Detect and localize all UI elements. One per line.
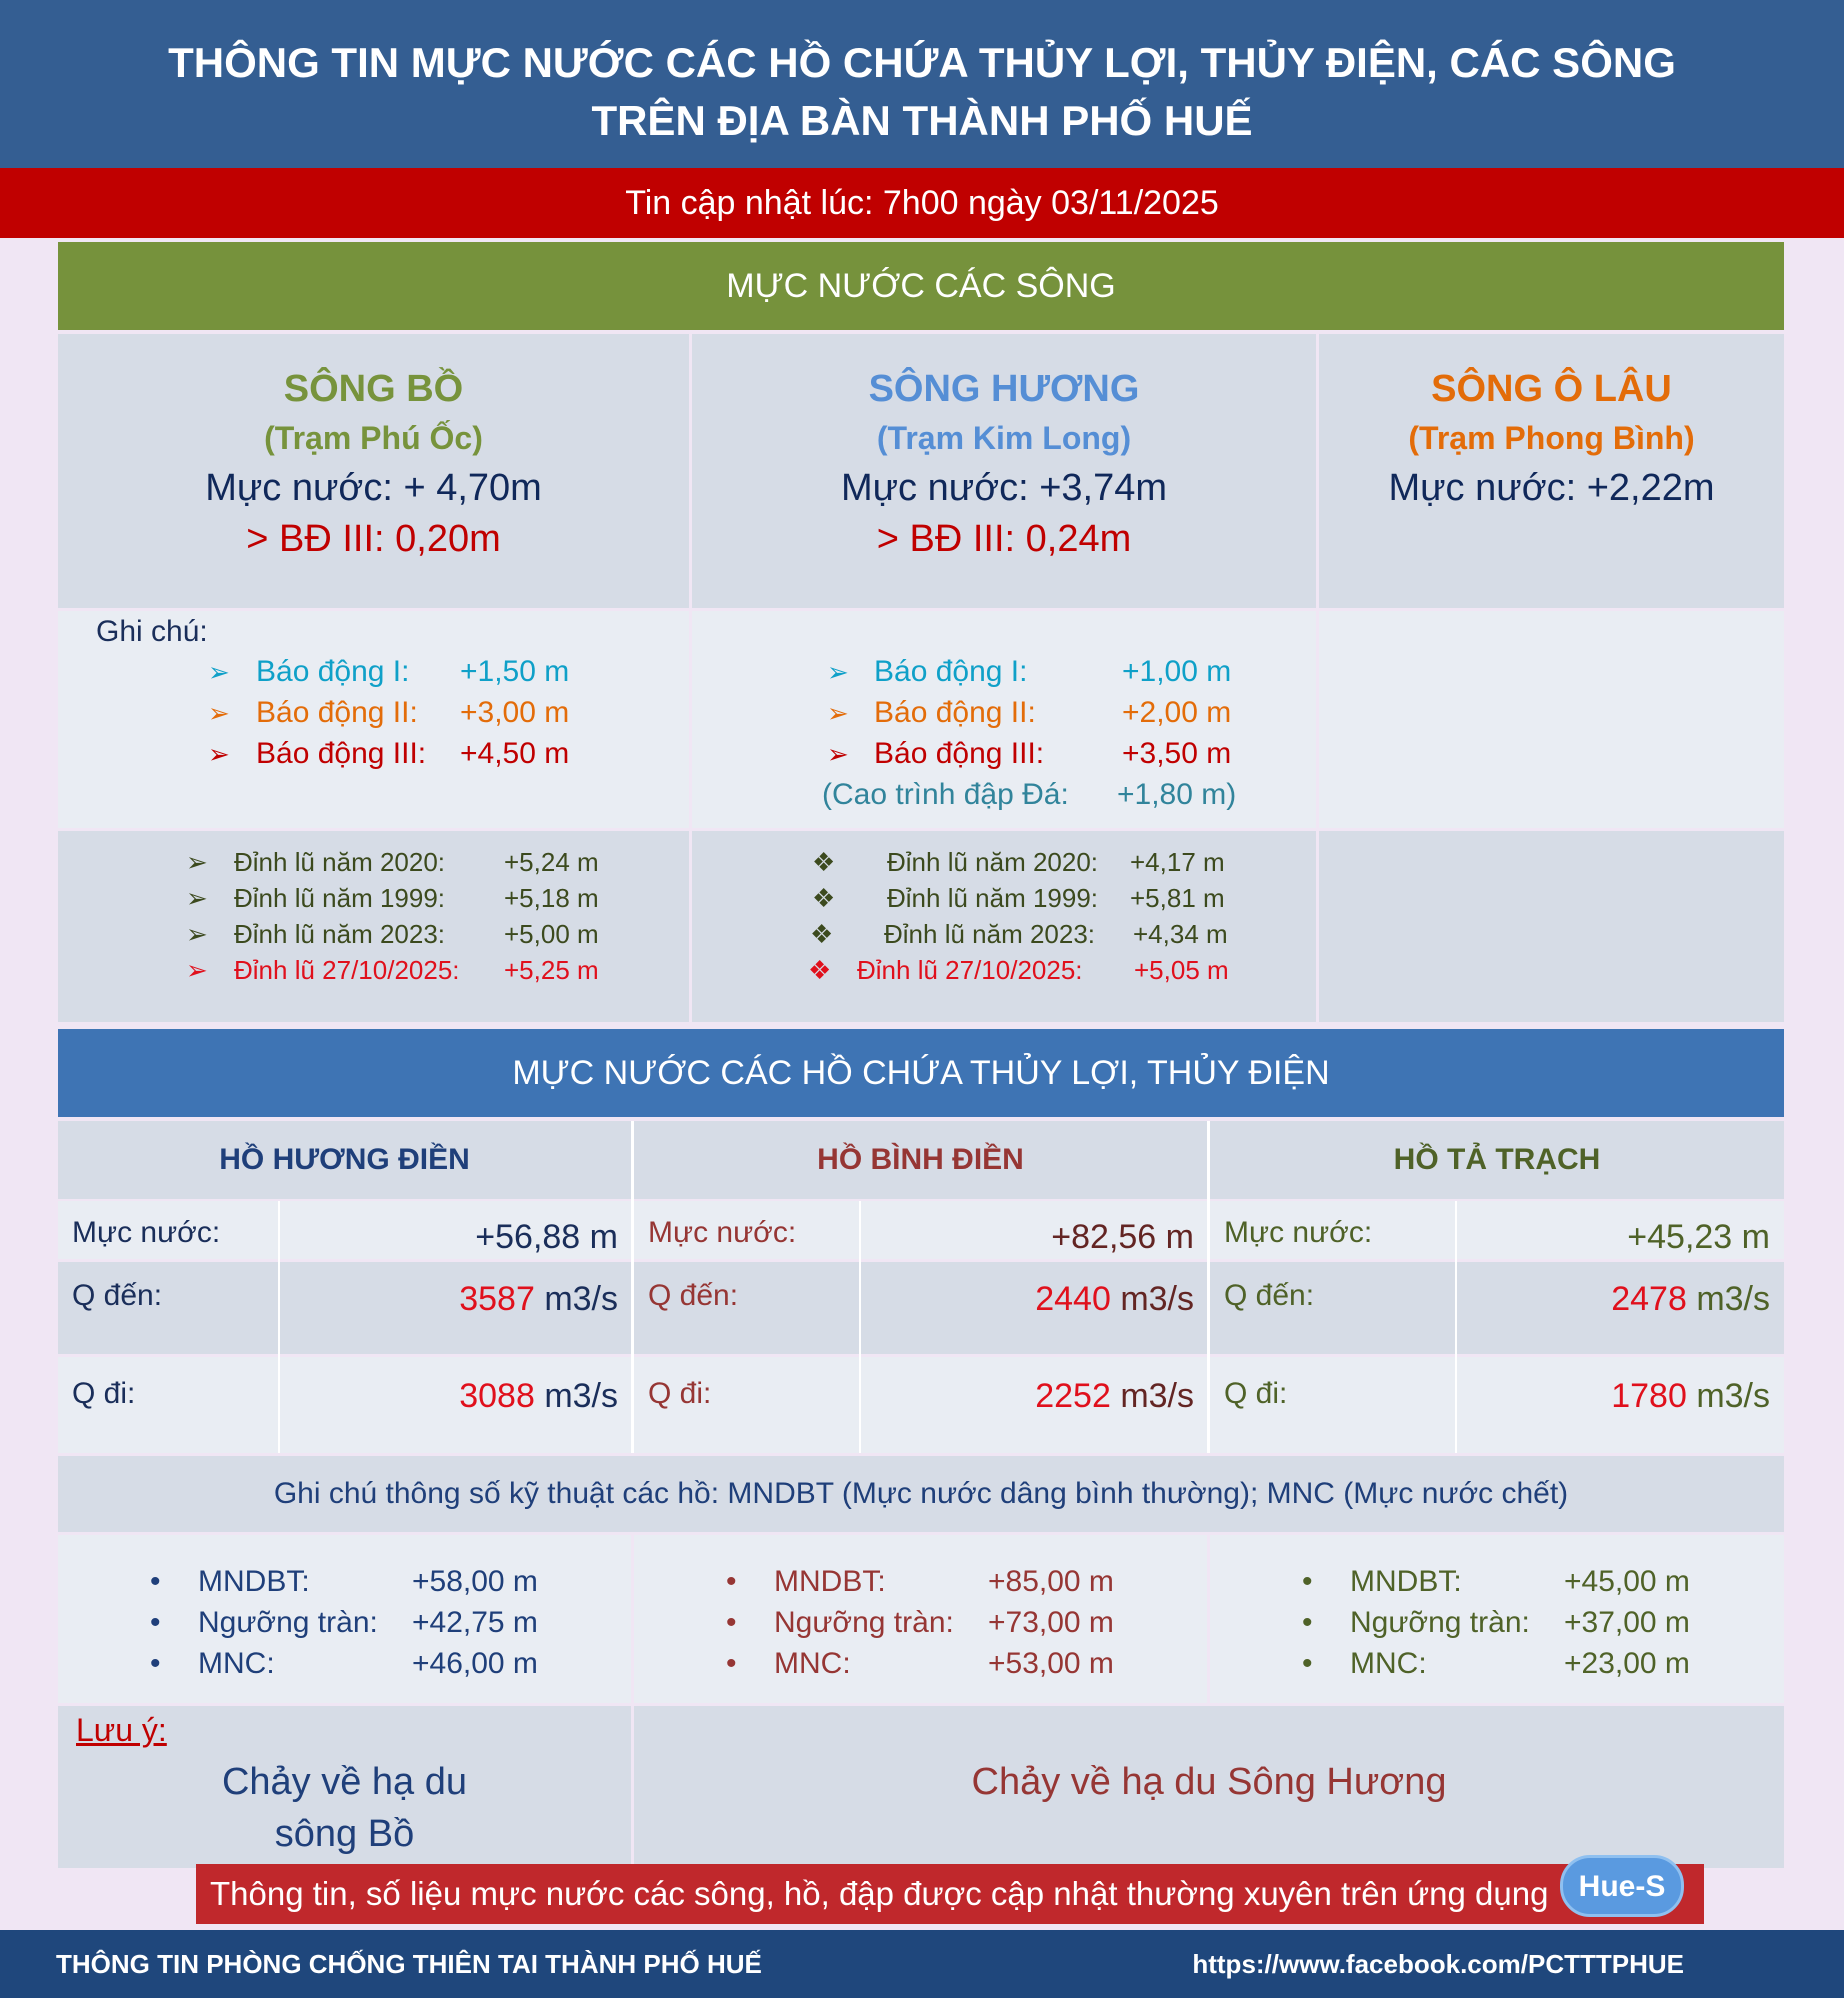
arrow-icon: ➢: [186, 847, 208, 877]
tech-note: Ghi chú thông số kỹ thuật các hồ: MNDBT (Mực nước dâng bình thường); MNC (Mực nước chết): [58, 1456, 1784, 1532]
alarms-bo: [58, 611, 689, 828]
alarm-value: +4,50 m: [460, 737, 570, 770]
flow-bo: [58, 1706, 631, 1868]
lake-qin-unit: m3/s: [544, 1280, 618, 1318]
river-station: (Trạm Phú Ốc): [264, 420, 483, 456]
peak-label: Đỉnh lũ năm 1999:: [887, 883, 1099, 913]
column-divider: [859, 1201, 861, 1453]
footer-link[interactable]: https://www.facebook.com/PCTTTPHUE: [1192, 1949, 1684, 1979]
lake-qin-value: 2478: [1611, 1280, 1687, 1318]
diamond-bullet-icon: ❖: [810, 919, 834, 949]
bullet-icon: •: [150, 1606, 161, 1639]
alarm-label: Báo động III:: [874, 737, 1045, 770]
column-divider: [1455, 1201, 1457, 1453]
arrow-icon: ➢: [186, 883, 208, 913]
note-label: Lưu ý:: [76, 1712, 167, 1748]
banner-text: Thông tin, số liệu mực nước các sông, hồ, đập được cập nhật thường xuyên trên ứng dụng: [210, 1875, 1549, 1912]
river-name: SÔNG HƯƠNG: [868, 368, 1140, 410]
alarm-label: Báo động II:: [874, 696, 1036, 729]
lake-qin-label: Q đến:: [72, 1279, 163, 1312]
lake-level-value: +82,56 m: [1051, 1218, 1194, 1256]
lake-level-row: [58, 1201, 1784, 1259]
tech-value: +53,00 m: [988, 1647, 1114, 1680]
river-level: Mực nước: +2,22m: [1388, 467, 1715, 509]
arrow-icon: ➢: [208, 739, 230, 769]
tech-label: Ngưỡng tràn:: [774, 1606, 954, 1639]
update-time: Tin cập nhật lúc: 7h00 ngày 03/11/2025: [0, 168, 1844, 238]
lake-qout-value: 3088: [459, 1377, 535, 1415]
alarm-label: Báo động III:: [256, 737, 427, 770]
lake-qin-label: Q đến:: [648, 1279, 739, 1312]
arrow-icon: ➢: [827, 739, 849, 769]
rivers-section-title: MỰC NƯỚC CÁC SÔNG: [58, 242, 1784, 330]
lake-qout-unit: m3/s: [1120, 1377, 1194, 1415]
peak-label: Đỉnh lũ 27/10/2025:: [857, 955, 1083, 985]
flow-huong: Chảy về hạ du Sông Hương: [634, 1706, 1784, 1868]
tech-value: +58,00 m: [412, 1565, 538, 1598]
lake-qout-value: 2252: [1035, 1377, 1111, 1415]
tech-value: +23,00 m: [1564, 1647, 1690, 1680]
page-header: [0, 0, 1844, 168]
lake-qout-unit: m3/s: [544, 1377, 618, 1415]
peak-label: Đỉnh lũ năm 2020:: [887, 847, 1099, 877]
column-divider: [1207, 1121, 1210, 1453]
alarms-huong: [692, 611, 1316, 828]
lake-qin-value: 2440: [1035, 1280, 1111, 1318]
lake-qout-label: Q đi:: [72, 1377, 136, 1410]
bullet-icon: •: [726, 1647, 737, 1680]
page-title-line1: THÔNG TIN MỰC NƯỚC CÁC HỒ CHỨA THỦY LỢI, THỦY ĐIỆN, CÁC SÔNG: [168, 39, 1676, 86]
lake-qout-unit: m3/s: [1696, 1377, 1770, 1415]
tech-value: +37,00 m: [1564, 1606, 1690, 1639]
arrow-icon: ➢: [186, 955, 208, 985]
lake-qin-row: [58, 1262, 1784, 1354]
lake-level-value: +45,23 m: [1627, 1218, 1770, 1256]
alarms-olau: [1319, 611, 1784, 828]
peak-label: Đỉnh lũ năm 1999:: [234, 883, 446, 913]
peak-value: +5,00 m: [504, 919, 599, 949]
alarm-value: +2,00 m: [1122, 696, 1232, 729]
lake-name: HỒ BÌNH ĐIỀN: [634, 1121, 1207, 1199]
lake-qin-value: 3587: [459, 1280, 535, 1318]
bullet-icon: •: [726, 1606, 737, 1639]
tech-value: +46,00 m: [412, 1647, 538, 1680]
tech-label: Ngưỡng tràn:: [198, 1606, 378, 1639]
river-level: Mực nước: + 4,70m: [205, 467, 542, 509]
arrow-icon: ➢: [827, 657, 849, 687]
column-divider: [278, 1201, 280, 1453]
bullet-icon: •: [1302, 1565, 1313, 1598]
lake-qin-label: Q đến:: [1224, 1279, 1315, 1312]
alarm-value: +1,50 m: [460, 655, 570, 688]
bullet-icon: •: [1302, 1606, 1313, 1639]
flow-bo-line2: sông Bồ: [274, 1813, 415, 1855]
dap-da-value: +1,80 m): [1117, 778, 1237, 811]
tech-label: MNC:: [774, 1647, 851, 1680]
peak-value: +4,34 m: [1133, 919, 1228, 949]
peak-value: +5,18 m: [504, 883, 599, 913]
lake-name: HỒ TẢ TRẠCH: [1210, 1121, 1784, 1199]
tech-label: MNC:: [198, 1647, 275, 1680]
river-name: SÔNG Ô LÂU: [1431, 368, 1672, 410]
peak-label: Đỉnh lũ năm 2020:: [234, 847, 446, 877]
diamond-bullet-icon: ❖: [808, 955, 832, 985]
flow-bo-line1: Chảy về hạ du: [221, 1761, 468, 1803]
lake-qin-unit: m3/s: [1120, 1280, 1194, 1318]
tech-binh-dien: [634, 1535, 1207, 1703]
peak-label: Đỉnh lũ 27/10/2025:: [234, 955, 460, 985]
river-alarm: > BĐ III: 0,24m: [876, 518, 1132, 560]
river-level: Mực nước: +3,74m: [840, 467, 1168, 509]
lake-level-label: Mực nước:: [72, 1216, 221, 1249]
tech-label: MNC:: [1350, 1647, 1427, 1680]
peaks-huong: [692, 831, 1316, 1022]
alarm-label: Báo động I:: [874, 655, 1028, 688]
river-station: (Trạm Phong Bình): [1408, 420, 1695, 456]
lakes-section-title: MỰC NƯỚC CÁC HỒ CHỨA THỦY LỢI, THỦY ĐIỆN: [58, 1029, 1784, 1117]
alarm-value: +3,50 m: [1122, 737, 1232, 770]
peak-label: Đỉnh lũ năm 2023:: [884, 919, 1096, 949]
arrow-icon: ➢: [208, 657, 230, 687]
river-alarm: > BĐ III: 0,20m: [246, 518, 501, 560]
lake-level-value: +56,88 m: [475, 1218, 618, 1256]
bullet-icon: •: [726, 1565, 737, 1598]
tech-value: +45,00 m: [1564, 1565, 1690, 1598]
lake-level-label: Mực nước:: [648, 1216, 797, 1249]
tech-label: MNDBT:: [198, 1565, 310, 1598]
diamond-bullet-icon: ❖: [812, 883, 836, 913]
river-bo-card: [58, 334, 689, 608]
info-banner: [196, 1864, 1704, 1924]
river-olau-card: [1319, 334, 1784, 608]
lake-qout-label: Q đi:: [648, 1377, 712, 1410]
river-name: SÔNG BỒ: [283, 368, 464, 410]
tech-label: MNDBT:: [774, 1565, 886, 1598]
dap-da-label: (Cao trình đập Đá:: [822, 778, 1069, 811]
arrow-icon: ➢: [208, 698, 230, 728]
arrow-icon: ➢: [186, 919, 208, 949]
lake-qin-unit: m3/s: [1696, 1280, 1770, 1318]
peak-value: +4,17 m: [1130, 847, 1225, 877]
tech-value: +85,00 m: [988, 1565, 1114, 1598]
page-footer: [0, 1930, 1844, 1998]
lake-qout-value: 1780: [1611, 1377, 1687, 1415]
peak-value: +5,25 m: [504, 955, 599, 985]
lake-name: HỒ HƯƠNG ĐIỀN: [58, 1121, 631, 1199]
lake-qout-label: Q đi:: [1224, 1377, 1288, 1410]
bullet-icon: •: [150, 1647, 161, 1680]
peak-label: Đỉnh lũ năm 2023:: [234, 919, 446, 949]
river-huong-card: [692, 334, 1316, 608]
peaks-olau: [1319, 831, 1784, 1022]
tech-value: +73,00 m: [988, 1606, 1114, 1639]
arrow-icon: ➢: [827, 698, 849, 728]
tech-ta-trach: [1210, 1535, 1784, 1703]
page-title-line2: TRÊN ĐỊA BÀN THÀNH PHỐ HUẾ: [591, 97, 1253, 144]
footer-organization: THÔNG TIN PHÒNG CHỐNG THIÊN TAI THÀNH PHỐ HUẾ: [56, 1949, 762, 1979]
diamond-bullet-icon: ❖: [812, 847, 836, 877]
tech-value: +42,75 m: [412, 1606, 538, 1639]
peaks-bo: [58, 831, 689, 1022]
bullet-icon: •: [150, 1565, 161, 1598]
alarm-value: +3,00 m: [460, 696, 570, 729]
tech-label: MNDBT:: [1350, 1565, 1462, 1598]
alarm-value: +1,00 m: [1122, 655, 1232, 688]
lake-level-label: Mực nước:: [1224, 1216, 1373, 1249]
alarm-label: Báo động I:: [256, 655, 410, 688]
lake-qout-row: [58, 1357, 1784, 1453]
bullet-icon: •: [1302, 1647, 1313, 1680]
peak-value: +5,81 m: [1130, 883, 1225, 913]
notes-label: Ghi chú:: [96, 615, 208, 648]
column-divider: [631, 1121, 634, 1453]
peak-value: +5,24 m: [504, 847, 599, 877]
alarm-label: Báo động II:: [256, 696, 418, 729]
river-station: (Trạm Kim Long): [876, 420, 1132, 456]
tech-label: Ngưỡng tràn:: [1350, 1606, 1530, 1639]
hue-s-app-logo[interactable]: Hue-S: [1560, 1855, 1684, 1917]
peak-value: +5,05 m: [1134, 955, 1229, 985]
tech-huong-dien: [58, 1535, 631, 1703]
